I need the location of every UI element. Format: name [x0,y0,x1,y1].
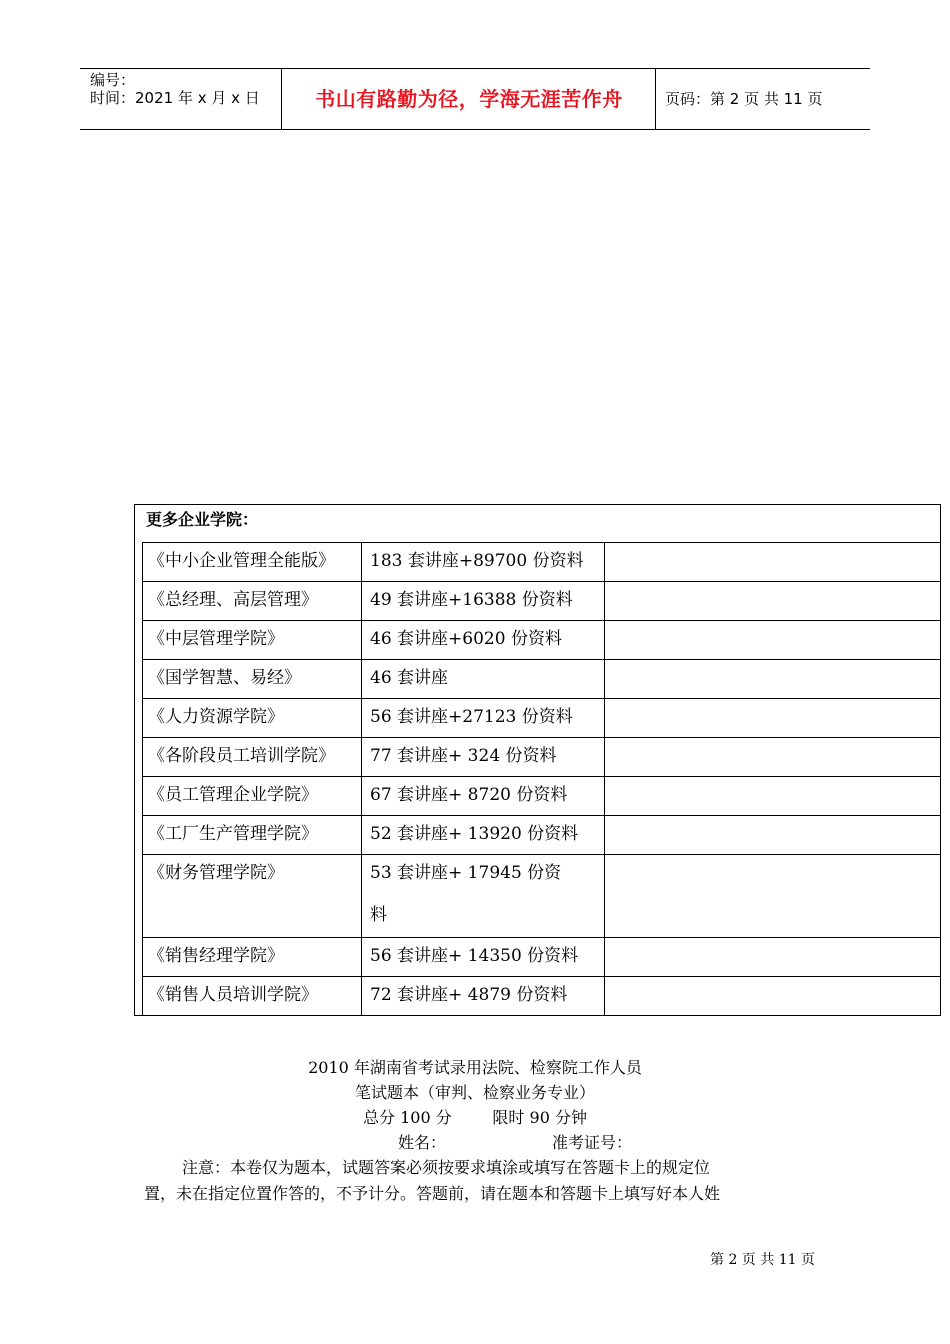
academy-name: 《财务管理学院》 [148,863,284,883]
academy-content: 53 套讲座+ 17945 份资 [370,863,562,883]
academy-name: 《国学智慧、易经》 [148,668,301,688]
table-row [134,620,941,659]
academy-table [134,504,941,1016]
academy-content: 52 套讲座+ 13920 份资料 [370,824,579,844]
academy-name: 《中小企业管理全能版》 [148,551,335,571]
table-heading: 更多企业学院： [146,510,259,529]
academy-content: 49 套讲座+16388 份资料 [370,590,573,610]
academy-name: 《员工管理企业学院》 [148,785,318,805]
exam-title-line1: 2010 年湖南省考试录用法院、检察院工作人员 [308,1058,642,1077]
academy-content: 72 套讲座+ 4879 份资料 [370,985,568,1005]
table-row [134,737,941,776]
academy-name: 《人力资源学院》 [148,707,284,727]
academy-content: 56 套讲座+27123 份资料 [370,707,573,727]
academy-content-cont: 料 [370,905,387,925]
table-row [134,854,941,937]
table-row [134,542,941,581]
academy-name: 《销售人员培训学院》 [148,985,318,1005]
motto: 书山有路勤为径，学海无涯苦作舟 [315,87,623,111]
academy-name: 《中层管理学院》 [148,629,284,649]
academy-content: 183 套讲座+89700 份资料 [370,551,584,571]
academy-content: 67 套讲座+ 8720 份资料 [370,785,568,805]
footer-page-number: 第 2 页 共 11 页 [710,1252,815,1268]
table-row [134,815,941,854]
table-row [134,659,941,698]
notice-line1: 注意：本卷仅为题本，试题答案必须按要求填涂或填写在答题卡上的规定位 [182,1158,711,1177]
ticket-number-label: 准考证号： [552,1133,633,1152]
academy-content: 56 套讲座+ 14350 份资料 [370,946,579,966]
academy-name: 《各阶段员工培训学院》 [148,746,335,766]
academy-content: 46 套讲座 [370,668,449,688]
header-page-info: 页码：第 2 页 共 11 页 [665,90,823,108]
academy-name: 《工厂生产管理学院》 [148,824,318,844]
notice-line2: 置，未在指定位置作答的，不予计分。答题前，请在题本和答题卡上填写好本人姓 [144,1184,721,1203]
table-row [134,937,941,976]
time-label: 时间：2021 年 x 月 x 日 [90,89,260,107]
number-label: 编号： [90,71,136,89]
table-row [134,776,941,815]
academy-name: 《总经理、高层管理》 [148,590,318,610]
exam-score-line: 总分 100 分 限时 90 分钟 [363,1108,587,1127]
academy-content: 77 套讲座+ 324 份资料 [370,746,557,766]
academy-name: 《销售经理学院》 [148,946,284,966]
academy-content: 46 套讲座+6020 份资料 [370,629,562,649]
table-row [134,698,941,737]
header-divider [655,69,656,129]
table-row [134,581,941,620]
table-row [134,976,941,1015]
exam-title-line2: 笔试题本（审判、检察业务专业） [354,1083,595,1102]
name-label: 姓名： [398,1133,447,1152]
page-header [80,68,870,130]
